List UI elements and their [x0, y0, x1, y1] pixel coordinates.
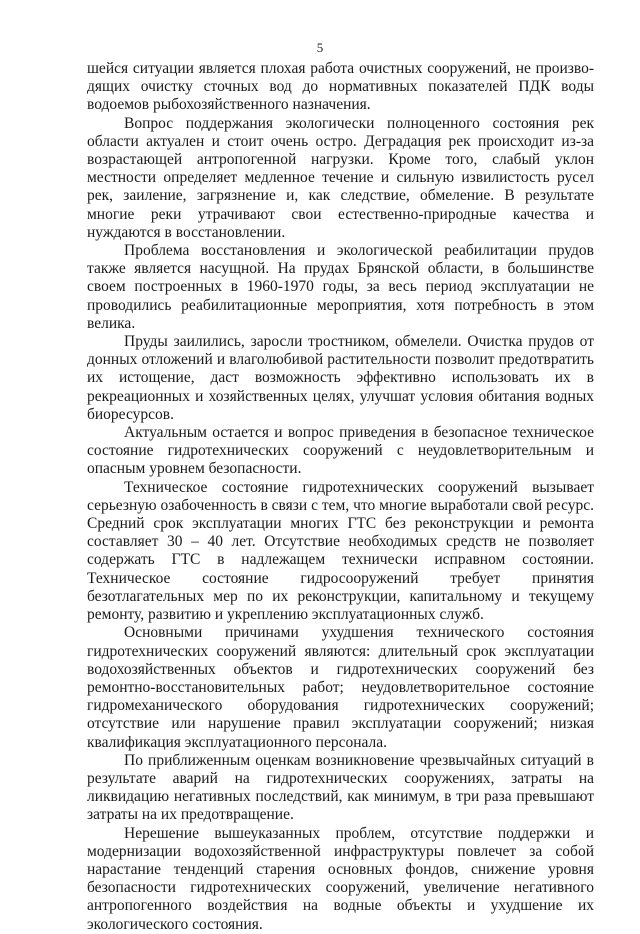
page-number: 5 — [316, 40, 324, 55]
paragraph: Пруды заилились, заросли тростником, обмелели. Очистка прудов от донных отложений и влаголюбивой растительности позволит предотвратить их истощение, даст возможность эффективно использовать их в рекреационных и хозяйственных целях, улучшат условия обитания водных биоресурсов. — [87, 333, 594, 423]
paragraph: Актуальным остается и вопрос приведения в безопасное техническое состояние гидротехнических сооружений с неудовлетворительным и опасным уровнем безопасности. — [87, 424, 594, 478]
document-body — [87, 60, 594, 934]
paragraph: По приближенным оценкам возникновение чрезвычайных ситуаций в результате аварий на гидротехнических сооружениях, затраты на ликвидацию негативных последствий, как минимум, в три раза превышают затраты на их предотвращение. — [87, 751, 594, 824]
paragraph: Проблема восстановления и экологической реабилитации прудов также является насущной. На прудах Брянской области, в большинстве своем построенных в 1960-1970 годы, за весь период эксплуатации не проводились реабилитационные мероприятия, хотя потребность в этом велика. — [87, 242, 594, 332]
paragraph: Вопрос поддержания экологически полноценного состояния рек области актуален и стоит очень остро. Деградация рек происходит из-за возрастающей антропогенной нагрузки. Кроме того, слабый уклон местности определяет медленное течение и сильную извилистость русел рек, заиление, загрязнение и, как следствие, обмеление. В результате многие реки утрачивают свои естественно-природные качества и нуждаются в восстановлении. — [87, 114, 594, 241]
paragraph: Нерешение вышеуказанных проблем, отсутствие поддержки и модернизации водохозяйственной инфраструктуры повлечет за собой нарастание тенденций старения основных фондов, снижение уровня безопасности гидротехнических сооружений, увеличение негативного антропогенного воздействия на водные объекты и ухудшение их экологического состояния. — [87, 824, 594, 933]
paragraph: шейся ситуации является плохая работа очистных сооружений, не произво-дящих очистку сточных вод до нормативных показателей ПДК воды водоемов рыбохозяйственного назначения. — [87, 60, 594, 114]
paragraph: Основными причинами ухудшения технического состояния гидротехнических сооружений являются: длительный срок эксплуатации водохозяйственных объектов и гидротехнических сооружений без ремонтно-восстановительных работ; неудовлетворительное состояние гидромеханического оборудования гидротехнических сооружений; отсутствие или нарушение правил эксплуатации сооружений; низкая квалификация эксплуатационного персонала. — [87, 624, 594, 751]
paragraph: Техническое состояние гидротехнических сооружений вызывает серьезную озабоченность в связи с тем, что многие выработали свой ресурс. Средний срок эксплуатации многих ГТС без реконструкции и ремонта составляет 30 – 40 лет. Отсутствие необходимых средств не позволяет содержать ГТС в надлежащем технически исправном состоянии. Техническое состояние гидросооружений требует принятия безотлагательных мер по их реконструкции, капитальному и текущему ремонту, развитию и укреплению эксплуатационных служб. — [87, 478, 594, 624]
